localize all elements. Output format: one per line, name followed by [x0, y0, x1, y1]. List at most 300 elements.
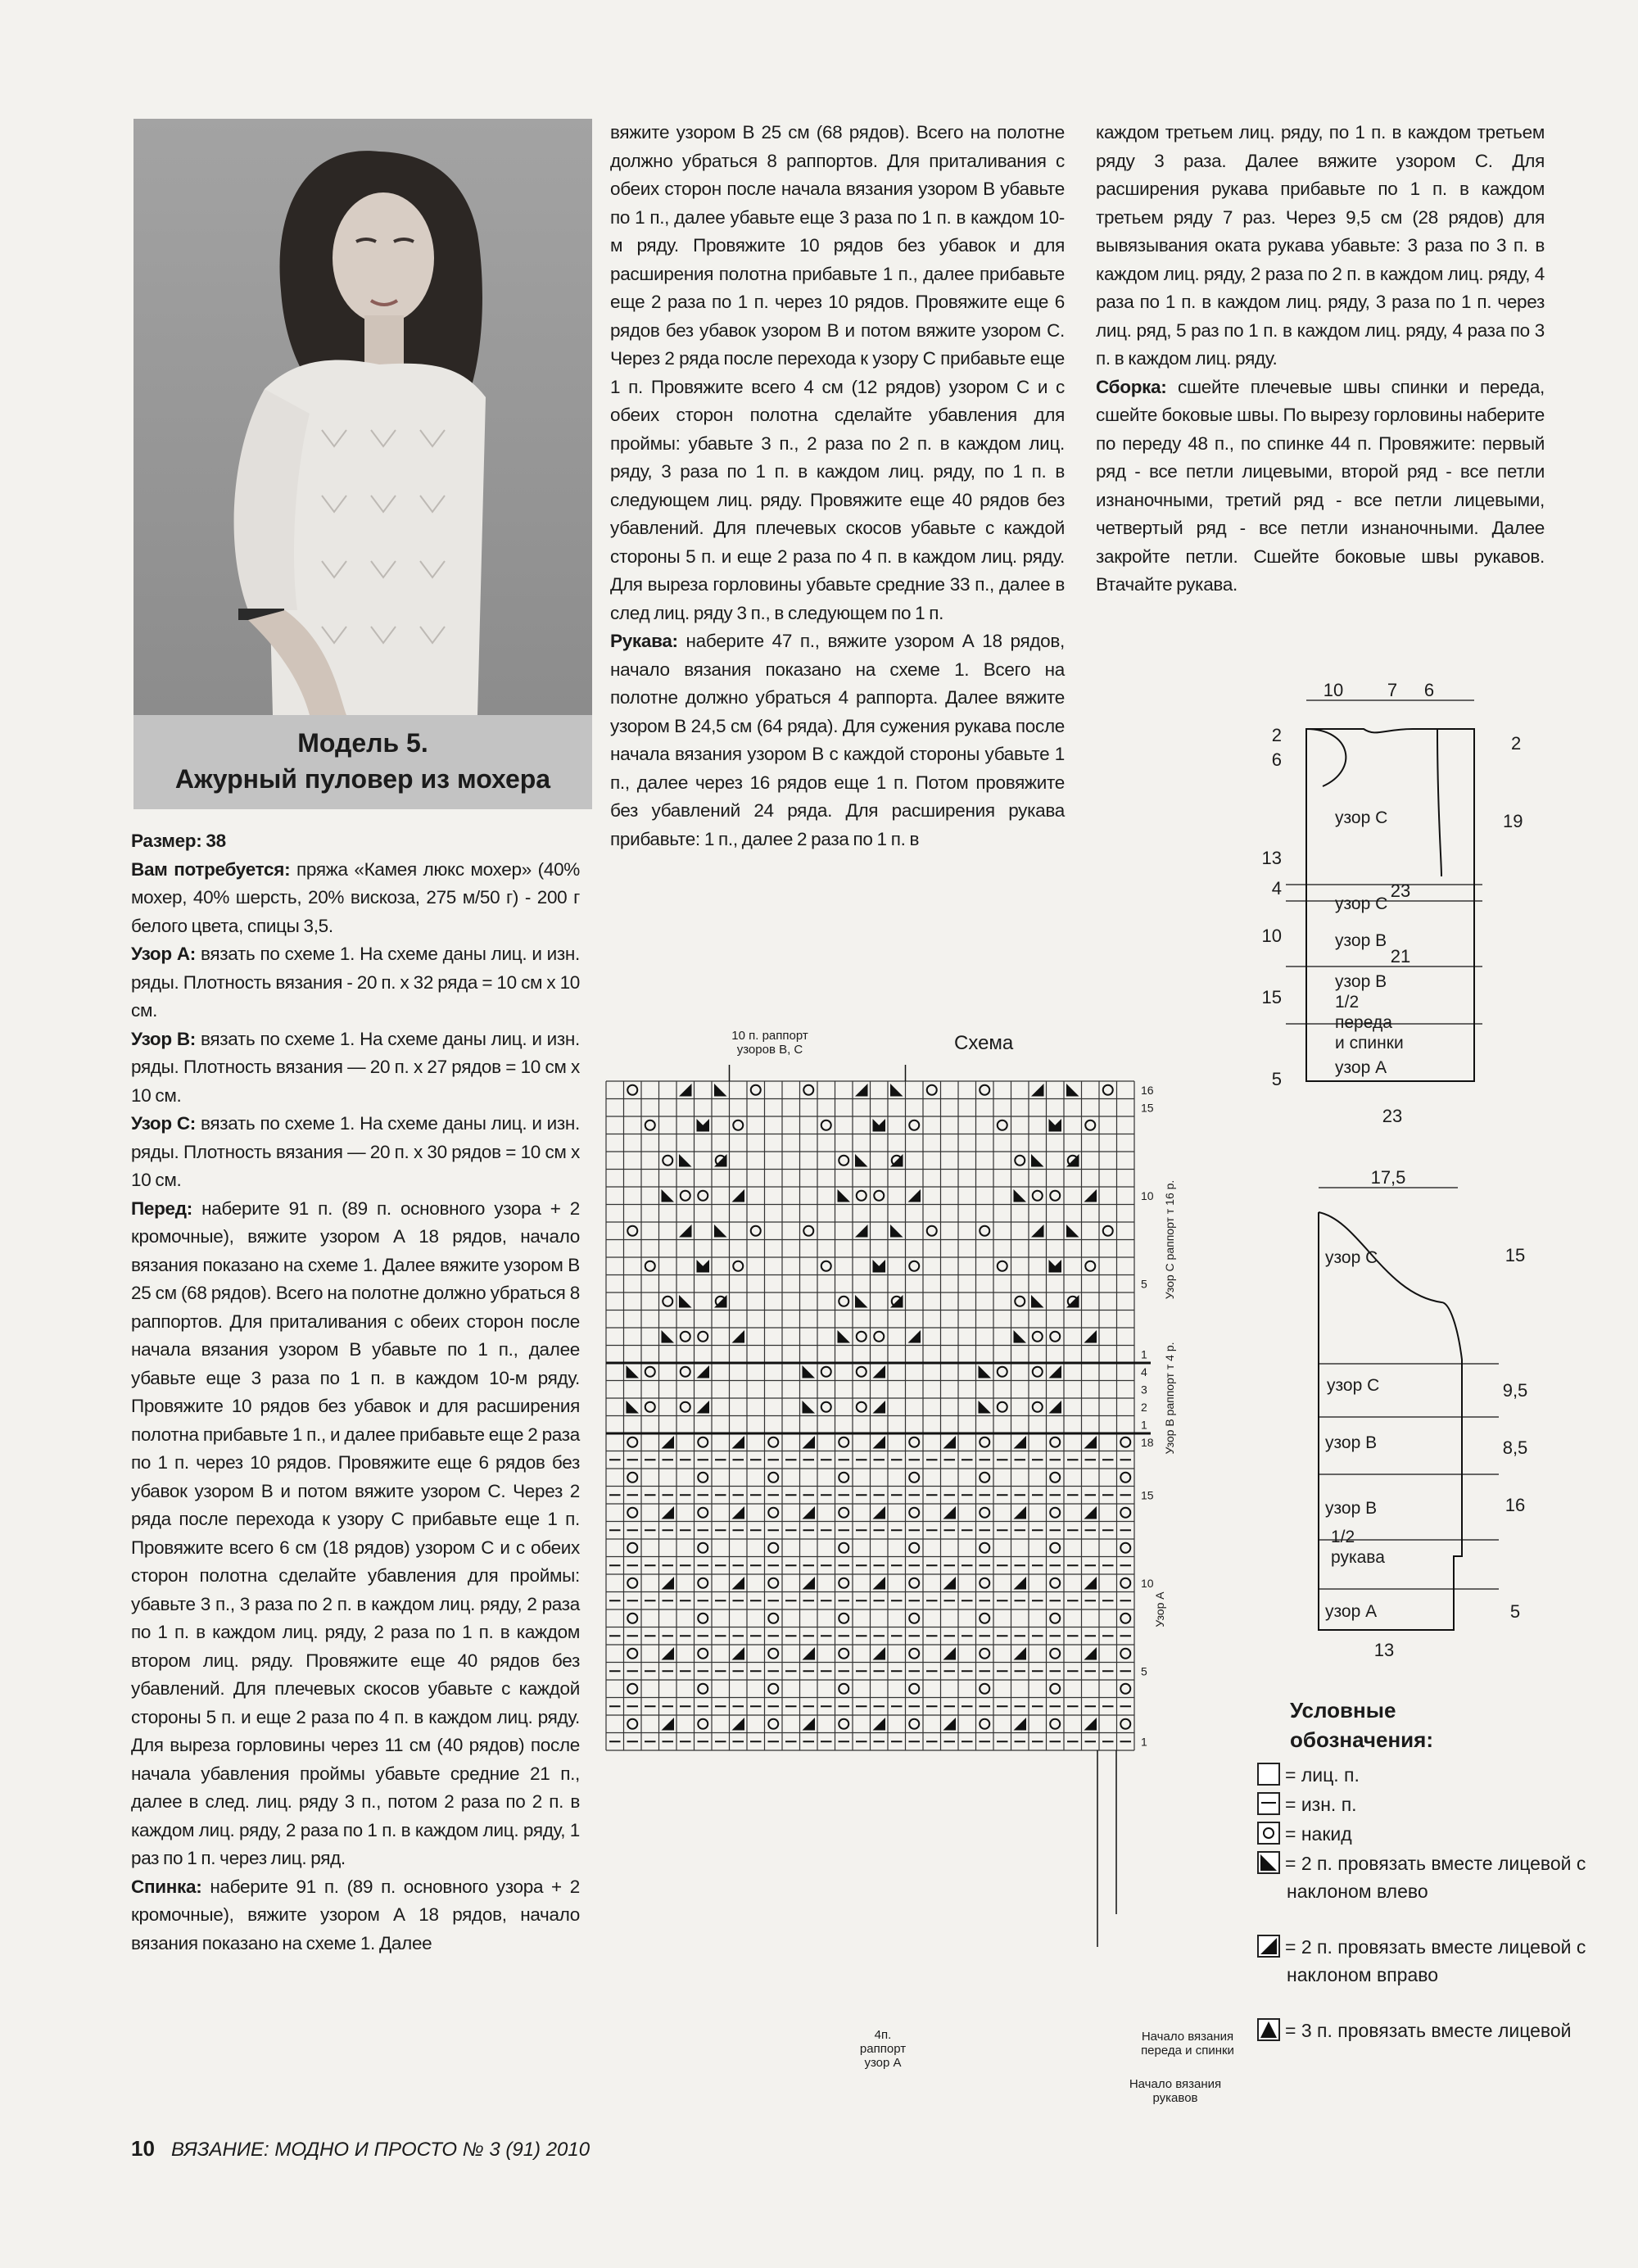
yarn-over-symbol	[1050, 1437, 1060, 1447]
k2tog-right-symbol	[697, 1401, 710, 1414]
yarn-over-symbol	[980, 1649, 989, 1659]
paragraph-text: вяжите узором В 25 см (68 рядов). Всего на полотне должно убраться 8 раппортов. Для приталивания с обеих сторон после начала вязания узором В убавьте по 1 п., далее убавьте еще 3 раза по 1 п. в каждом 10-м ряду. Провяжите 10 рядов без убавок и для расширения полотна прибавьте 1 п., далее прибавьте еще 2 раза по 1 п. через 10 рядов. Провяжите еще 6 рядов без убавок узором В и потом вяжите узором С. Через 2 ряда после перехода к узору С прибавьте еще 1 п. Провяжите всего 4 см (12 рядов) узором С и с обеих сторон полотна сделайте убавления для проймы: убавьте 3 п., 2 раза по 2 п. в каждом лиц. ряду, 3 раза по 1 п. в каждом лиц. ряду, по 1 п. в следующем лиц. ряду. Провяжите еще 40 рядов без убавлений. Для плечевых скосов убавьте с каждой стороны 5 п. и еще 2 раза по 4 п. в каждом лиц. ряду. Для выреза горловины убавьте средние 33 п., далее в след лиц. ряду 3 п., в следующем по 1 п.	[610, 122, 1065, 623]
paragraph-heading: Размер: 38	[131, 831, 226, 851]
legend-item	[1257, 1820, 1631, 1848]
k2tog-left-symbol	[679, 1154, 692, 1167]
yarn-over-symbol	[1033, 1332, 1043, 1342]
text-column-3	[1096, 119, 1545, 600]
k2tog-right-symbol	[1049, 1401, 1062, 1414]
k2tog-left-symbol	[1066, 1225, 1079, 1238]
yarn-over-symbol	[909, 1473, 919, 1483]
k2tog-right-symbol	[803, 1506, 816, 1519]
paragraph-text: вязать по схеме 1. На схеме даны лиц. и изн. ряды. Плотность вязания - 20 п. х 32 ряда = 10 см х 10 см.	[131, 944, 580, 1021]
yarn-over-symbol	[980, 1719, 989, 1729]
model-title: Модель 5.	[297, 728, 428, 758]
chart-grid	[598, 1057, 1176, 2064]
chart-row-number: 1	[1141, 1347, 1147, 1361]
yarn-over-symbol	[1033, 1402, 1043, 1412]
paragraph	[131, 940, 580, 1025]
yarn-over-symbol	[839, 1578, 848, 1588]
body-dim-right: 19	[1503, 811, 1523, 831]
k2tog-left-icon	[1257, 1851, 1280, 1874]
yarn-over-symbol	[627, 1437, 637, 1447]
yarn-over-symbol	[733, 1120, 743, 1130]
paragraph	[610, 627, 1065, 853]
yarn-over-symbol	[768, 1614, 778, 1623]
yarn-over-symbol	[645, 1120, 655, 1130]
k2tog-right-symbol	[1014, 1718, 1027, 1731]
yarn-over-symbol	[768, 1578, 778, 1588]
paragraph	[131, 1195, 580, 1873]
yarn-over-symbol	[909, 1543, 919, 1553]
yarn-over-symbol	[1050, 1614, 1060, 1623]
k2tog-left-symbol	[662, 1189, 675, 1202]
k2tog-left-symbol	[662, 1330, 675, 1343]
k2tog-right-symbol	[1031, 1225, 1044, 1238]
legend-text: = 2 п. провязать вместе лицевой с наклоном вправо	[1285, 1936, 1586, 1985]
body-dim-left: 6	[1271, 749, 1282, 770]
yarn-over-symbol	[909, 1508, 919, 1518]
legend-item	[1257, 1849, 1631, 1905]
chart-row-number: 1	[1141, 1735, 1147, 1749]
sleeve-pattern-label: узор В	[1325, 1499, 1378, 1518]
yarn-over-symbol	[980, 1508, 989, 1518]
yarn-over-symbol	[663, 1156, 672, 1166]
k2tog-right-symbol	[1084, 1718, 1097, 1731]
chart-row-number: 3	[1141, 1383, 1147, 1397]
yarn-over-symbol	[857, 1332, 867, 1342]
k2tog-right-symbol	[943, 1436, 957, 1449]
body-dim-left: 10	[1261, 926, 1282, 946]
yarn-over-symbol	[857, 1402, 867, 1412]
purl-icon	[1257, 1792, 1280, 1815]
chart-row-number: 10	[1141, 1189, 1154, 1202]
k2tog-right-symbol	[1049, 1365, 1062, 1378]
yarn-over-symbol	[857, 1191, 867, 1201]
legend-text: = 3 п. провязать вместе лицевой	[1285, 2020, 1572, 2041]
yarn-over-symbol	[980, 1437, 989, 1447]
yarn-over-symbol	[645, 1367, 655, 1377]
yarn-over-symbol	[909, 1719, 919, 1729]
yarn-over-symbol	[839, 1543, 848, 1553]
yarn-over-symbol	[998, 1261, 1007, 1271]
chart-start-body-label: Начало вязания переда и спинки	[1141, 2030, 1234, 2057]
k2tog-right-symbol	[732, 1647, 745, 1660]
chart-start-sleeve-label: Начало вязания рукавов	[1129, 2077, 1222, 2105]
k2tog-right-symbol	[697, 1365, 710, 1378]
body-dim-left: 4	[1271, 878, 1282, 899]
yarn-over-symbol	[681, 1367, 690, 1377]
chart-row-number: 5	[1141, 1664, 1147, 1678]
yarn-over-symbol	[1050, 1473, 1060, 1483]
k2tog-left-symbol	[1031, 1295, 1044, 1308]
paragraph-text: пряжа «Камея люкс мохер» (40% мохер, 40% шерсть, 20% вискоза, 275 м/50 г) - 200 г белого цвета, спицы 3,5.	[131, 858, 580, 936]
legend-text: = 2 п. провязать вместе лицевой с наклоном влево	[1285, 1853, 1586, 1902]
paragraph-heading: Перед:	[131, 1197, 192, 1219]
k2tog-right-symbol	[1084, 1330, 1097, 1343]
chart-row-number: 1	[1141, 1418, 1147, 1432]
legend-text: = накид	[1285, 1823, 1352, 1845]
yarn-over-symbol	[980, 1684, 989, 1694]
yarn-over-symbol	[839, 1156, 848, 1166]
model-subtitle: Ажурный пуловер из мохера	[174, 764, 551, 794]
yarn-over-symbol	[1085, 1261, 1095, 1271]
yarn-over-symbol	[980, 1473, 989, 1483]
page-footer	[131, 2136, 590, 2162]
k2tog-left-symbol	[627, 1365, 640, 1378]
yarn-over-symbol	[663, 1297, 672, 1306]
yarn-over-symbol	[927, 1085, 937, 1095]
yarn-over-symbol	[681, 1332, 690, 1342]
k2tog-left-symbol	[979, 1365, 992, 1378]
k2tog-left-symbol	[1031, 1154, 1044, 1167]
yarn-over-symbol	[1120, 1684, 1130, 1694]
sleeve-dim-top: 17,5	[1370, 1167, 1406, 1188]
yarn-over-symbol	[1120, 1614, 1130, 1623]
yarn-over-symbol	[627, 1649, 637, 1659]
yarn-over-symbol	[698, 1614, 708, 1623]
paragraph-text: сшейте плечевые швы спинки и переда, сшейте боковые швы. По вырезу горловины наберите по переду 48 п., по спинке 44 п. Провяжите: первый ряд - все петли лицевыми, второй ряд - все петли изнаночными, третий ряд - все петли лицевыми, четвертый ряд - все петли изнаночными. Далее закройте петли. Сшейте боковые швы рукавов. Втачайте рукава.	[1096, 376, 1545, 595]
sleeve-dim-bottom: 13	[1373, 1640, 1395, 1660]
yarn-over-symbol	[1050, 1684, 1060, 1694]
body-dim-left: 13	[1261, 848, 1282, 868]
yarn-over-symbol	[698, 1684, 708, 1694]
yarn-over-symbol	[627, 1614, 637, 1623]
chart-row-number: 15	[1141, 1101, 1154, 1115]
yarn-over-symbol	[1050, 1578, 1060, 1588]
chart-row-number: 4	[1141, 1365, 1147, 1378]
paragraph-heading: Спинка:	[131, 1876, 202, 1897]
k2tog-right-symbol	[662, 1506, 675, 1519]
yarn-over-symbol	[627, 1226, 637, 1236]
yarn-over-symbol	[1120, 1578, 1130, 1588]
yarn-over-symbol	[1120, 1719, 1130, 1729]
yarn-over-symbol	[698, 1332, 708, 1342]
k2tog-right-symbol	[803, 1718, 816, 1731]
yarn-over-symbol	[768, 1473, 778, 1483]
k2tog-right-symbol	[873, 1718, 886, 1731]
yarn-over-symbol	[768, 1649, 778, 1659]
yarn-over-symbol	[857, 1367, 867, 1377]
k2tog-left-symbol	[890, 1225, 903, 1238]
yarn-over-symbol	[681, 1191, 690, 1201]
yarn-over-symbol	[1033, 1191, 1043, 1201]
yarn-over-symbol	[839, 1719, 848, 1729]
k2tog-left-symbol	[1066, 1084, 1079, 1097]
yarn-over-symbol	[627, 1684, 637, 1694]
k2tog-left-symbol	[627, 1401, 640, 1414]
chart-row-number: 2	[1141, 1401, 1147, 1414]
yarn-over-symbol	[1050, 1332, 1060, 1342]
page-number: 10	[131, 2136, 155, 2161]
yarn-over-symbol	[627, 1085, 637, 1095]
yarn-over-symbol	[803, 1226, 813, 1236]
body-pattern-label: переда	[1335, 1013, 1392, 1032]
k2tog-right-symbol	[1084, 1189, 1097, 1202]
chart-row-number: 15	[1141, 1488, 1154, 1502]
yarn-over-symbol	[1015, 1297, 1025, 1306]
k2tog-right-icon	[1257, 1935, 1280, 1958]
k2tog-right-symbol	[873, 1436, 886, 1449]
yarn-over-symbol	[874, 1191, 884, 1201]
body-dim-top: 10	[1323, 680, 1344, 700]
k2tog-right-symbol	[662, 1647, 675, 1660]
k2tog-left-symbol	[714, 1084, 727, 1097]
yarn-over-symbol	[839, 1684, 848, 1694]
legend-text: = изн. п.	[1285, 1794, 1357, 1815]
k2tog-right-symbol	[803, 1436, 816, 1449]
k2tog-right-symbol	[1014, 1436, 1027, 1449]
paragraph-text: вязать по схеме 1. На схеме даны лиц. и изн. ряды. Плотность вязания — 20 п. х 27 рядов = 10 см х 10 см.	[131, 1028, 580, 1106]
yarn-over-symbol	[980, 1085, 989, 1095]
k2tog-right-symbol	[1084, 1577, 1097, 1590]
yarn-over-symbol	[751, 1085, 761, 1095]
k2tog-right-symbol	[1084, 1436, 1097, 1449]
k2tog-right-symbol	[908, 1330, 921, 1343]
yarn-over-symbol	[768, 1684, 778, 1694]
k2tog-left-symbol	[855, 1154, 868, 1167]
yo-icon	[1257, 1822, 1280, 1845]
paragraph-heading: Рукава:	[610, 631, 678, 651]
yarn-over-symbol	[839, 1473, 848, 1483]
sleeve-dim-right: 5	[1509, 1601, 1521, 1622]
paragraph	[1096, 373, 1545, 600]
yarn-over-symbol	[698, 1719, 708, 1729]
paragraph	[131, 1025, 580, 1111]
yarn-over-symbol	[698, 1578, 708, 1588]
body-pattern-label: и спинки	[1335, 1034, 1404, 1053]
yarn-over-symbol	[909, 1649, 919, 1659]
yarn-over-symbol	[1050, 1649, 1060, 1659]
k2tog-right-symbol	[679, 1225, 692, 1238]
body-dim-width: 21	[1390, 946, 1411, 967]
k2tog-right-symbol	[803, 1577, 816, 1590]
k2tog-right-symbol	[732, 1506, 745, 1519]
sleeve-pattern-label: узор В	[1325, 1433, 1378, 1452]
yarn-over-symbol	[803, 1085, 813, 1095]
k2tog-right-symbol	[1031, 1084, 1044, 1097]
paragraph	[131, 1110, 580, 1195]
k2tog-right-symbol	[873, 1506, 886, 1519]
yarn-over-symbol	[1120, 1508, 1130, 1518]
sleeve-pattern-label: узор А	[1325, 1602, 1378, 1621]
yarn-over-symbol	[821, 1261, 831, 1271]
yarn-over-symbol	[698, 1543, 708, 1553]
body-dim-top: 7	[1387, 680, 1398, 700]
paragraph	[610, 119, 1065, 627]
yarn-over-symbol	[909, 1614, 919, 1623]
k2tog-left-symbol	[855, 1295, 868, 1308]
yarn-over-symbol	[1033, 1367, 1043, 1377]
chart-repeat-bc-label: 10 п. раппорт узоров В, С	[731, 1029, 808, 1057]
body-dim-left: 5	[1271, 1069, 1282, 1089]
yarn-over-symbol	[698, 1473, 708, 1483]
legend-item	[1257, 2017, 1631, 2044]
k2tog-right-symbol	[1084, 1647, 1097, 1660]
chart-pattern-b-label: Узор В раппорт т 4 р.	[1163, 1342, 1176, 1455]
yarn-over-symbol	[627, 1508, 637, 1518]
sleeve-dim-right: 8,5	[1502, 1437, 1528, 1458]
yarn-over-symbol	[980, 1226, 989, 1236]
chart-title: Схема	[954, 1032, 1014, 1054]
yarn-over-symbol	[874, 1332, 884, 1342]
body-pattern-label: узор В	[1335, 931, 1387, 950]
chart-cells	[606, 1081, 1151, 1750]
paragraph-heading: Вам потребуется:	[131, 858, 291, 880]
k2tog-left-symbol	[679, 1295, 692, 1308]
k2tog-right-symbol	[873, 1365, 886, 1378]
yarn-over-symbol	[645, 1402, 655, 1412]
k2tog-left-symbol	[1014, 1330, 1027, 1343]
sleeve-dim-right: 9,5	[1502, 1380, 1528, 1401]
yarn-over-symbol	[980, 1614, 989, 1623]
yarn-over-symbol	[1120, 1543, 1130, 1553]
paragraph	[1096, 119, 1545, 373]
knit-icon	[1257, 1763, 1280, 1786]
k2tog-left-symbol	[890, 1084, 903, 1097]
legend-title: Условные обозначения:	[1290, 1698, 1433, 1752]
yarn-over-symbol	[927, 1226, 937, 1236]
k2tog-right-symbol	[732, 1330, 745, 1343]
yarn-over-symbol	[1120, 1649, 1130, 1659]
k2tog-right-symbol	[873, 1577, 886, 1590]
body-dim-width: 23	[1390, 880, 1411, 901]
k2tog-left-symbol	[803, 1401, 816, 1414]
yarn-over-symbol	[909, 1578, 919, 1588]
paragraph	[131, 1873, 580, 1958]
k2tog-right-symbol	[1014, 1577, 1027, 1590]
k2tog-right-symbol	[855, 1084, 868, 1097]
chart-row-number: 18	[1141, 1436, 1154, 1449]
body-dim-right: 2	[1511, 733, 1522, 754]
text-column-2	[610, 119, 1065, 853]
yarn-over-symbol	[1085, 1120, 1095, 1130]
yarn-over-symbol	[627, 1473, 637, 1483]
k2tog-right-symbol	[732, 1189, 745, 1202]
paragraph-heading: Узор В:	[131, 1028, 196, 1049]
sleeve-dim-right: 15	[1505, 1245, 1526, 1265]
yarn-over-symbol	[980, 1543, 989, 1553]
text-column-1	[131, 827, 580, 1958]
paragraph	[131, 827, 580, 856]
paragraph-text: наберите 47 п., вяжите узором А 18 рядов, начало вязания показано на схеме 1. Всего на полотне должно убраться 4 раппорта. Далее вяжите узором В 24,5 см (64 ряда). Для сужения рукава после начала вязания узором В с каждой стороны убавьте 1 п., далее через 16 рядов еще 1 п. Потом провяжите без убавлений 24 ряда. Для расширения рукава прибавьте: 1 п., далее 2 раза по 1 п. в	[610, 631, 1065, 849]
sleeve-pattern-label: рукава	[1331, 1548, 1385, 1567]
sleeve-outline	[1319, 1212, 1462, 1630]
yarn-over-symbol	[909, 1437, 919, 1447]
yarn-over-symbol	[839, 1297, 848, 1306]
yarn-over-symbol	[698, 1191, 708, 1201]
yarn-over-symbol	[1103, 1226, 1113, 1236]
yarn-over-symbol	[733, 1261, 743, 1271]
yarn-over-symbol	[627, 1719, 637, 1729]
yarn-over-symbol	[909, 1261, 919, 1271]
k2tog-right-symbol	[1014, 1647, 1027, 1660]
paragraph-text: наберите 91 п. (89 п. основного узора + 2 кромочные), вяжите узором А 18 рядов, начало вязания показано на схеме 1. Далее вяжите узором В 25 см (68 рядов). Всего на полотне должно убраться 8 раппортов. Для приталивания с обеих сторон после начала вязания узором В убавьте по 1 п., далее убавьте еще 3 раза по 1 п. в каждом 10-м ряду. Провяжите 10 рядов без убавок и для расширения полотна прибавьте 1 п., и далее прибавьте еще 2 раза по 1 п. через 10 рядов. Провяжите еще 6 рядов без убавок узором В и потом вяжите узором С. Через 2 ряда после перехода к узору С прибавьте еще 1 п. Провяжите всего 6 см (18 рядов) узором С и с обеих сторон полотна сделайте убавления для проймы: убавьте 3 п., 3 раза по 2 п. в каждом лиц. ряду, 2 раза по 1 п. в каждом лиц. ряду, 2 раза по 1 п. в каждом втором лиц. ряду. Провяжите еще 40 рядов без убавлений. Для плечевых скосов убавьте с каждой стороны 5 п. и еще 2 раза по 4 п. в каждом лиц. ряду. Для выреза горловины через 11 см (40 рядов) после начала убавления проймы убавьте средние 21 п., далее в след. лиц. ряду 3 п., потом 2 раза по 2 п. в каждом лиц. ряду, 2 раза по 1 п. в каждом лиц. ряду, 1 раз по 1 п. через лиц. ряд.	[131, 1197, 580, 1868]
paragraph	[131, 856, 580, 941]
k2tog-right-symbol	[873, 1401, 886, 1414]
yarn-over-symbol	[768, 1508, 778, 1518]
yarn-over-symbol	[1050, 1508, 1060, 1518]
yarn-over-symbol	[1050, 1191, 1060, 1201]
yarn-over-symbol	[768, 1437, 778, 1447]
chart-row-number: 5	[1141, 1277, 1147, 1291]
yarn-over-symbol	[627, 1578, 637, 1588]
body-pattern-label: узор А	[1335, 1058, 1387, 1077]
yarn-over-symbol	[1103, 1085, 1113, 1095]
legend-item	[1257, 1761, 1631, 1789]
yarn-over-symbol	[909, 1120, 919, 1130]
neckline-curve	[1306, 729, 1346, 786]
body-pattern-label: узор С	[1335, 808, 1388, 827]
chart-row-number: 16	[1141, 1084, 1154, 1097]
k3tog-icon	[1257, 2018, 1280, 2041]
k2tog-left-symbol	[838, 1330, 851, 1343]
magazine-name: ВЯЗАНИЕ: МОДНО И ПРОСТО № 3 (91) 2010	[170, 2139, 590, 2161]
yarn-over-symbol	[839, 1649, 848, 1659]
k2tog-right-symbol	[662, 1436, 675, 1449]
body-dim-width: 23	[1382, 1106, 1403, 1126]
yarn-over-symbol	[1015, 1156, 1025, 1166]
legend-text: = лиц. п.	[1285, 1764, 1360, 1786]
k2tog-right-symbol	[1084, 1506, 1097, 1519]
body-dim-left: 2	[1271, 725, 1282, 745]
paragraph-heading: Сборка:	[1096, 376, 1167, 397]
k2tog-right-symbol	[943, 1577, 957, 1590]
k2tog-right-symbol	[943, 1647, 957, 1660]
yarn-over-symbol	[698, 1508, 708, 1518]
paragraph-text: каждом третьем лиц. ряду, по 1 п. в каждом третьем ряду 3 раза. Далее вяжите узором С. Для расширения рукава прибавьте по 1 п. в каждом третьем ряду 7 раз. Через 9,5 см (28 рядов) для вывязывания оката рукава убавьте: 3 раза по 3 п. в каждом лиц. ряду, 2 раза по 2 п. в каждом лиц. ряду, 4 раза по 1 п. в каждом лиц. ряду, 3 раза по 1 п. через лиц. ряд, 5 раз по 1 п. в каждом лиц. ряду, 4 раза по 3 п. в каждом лиц. ряду.	[1096, 122, 1545, 369]
chart-pattern-a-label: Узор А	[1153, 1591, 1166, 1627]
k2tog-right-symbol	[943, 1506, 957, 1519]
yarn-over-symbol	[839, 1614, 848, 1623]
body-pattern-label: узор С	[1335, 894, 1388, 913]
chart-repeat-a-label: 4п. раппорт узор А	[859, 2028, 907, 2070]
k2tog-right-symbol	[662, 1718, 675, 1731]
body-pattern-label: 1/2	[1335, 993, 1360, 1012]
k2tog-right-symbol	[943, 1718, 957, 1731]
k2tog-right-symbol	[732, 1718, 745, 1731]
k2tog-right-symbol	[908, 1189, 921, 1202]
sleeve-dim-right: 16	[1505, 1495, 1526, 1515]
yarn-over-symbol	[1050, 1719, 1060, 1729]
armhole-line	[1437, 729, 1441, 876]
yarn-over-symbol	[839, 1437, 848, 1447]
body-pattern-diagram	[1228, 663, 1564, 1126]
yarn-over-symbol	[998, 1402, 1007, 1412]
k2tog-left-symbol	[838, 1189, 851, 1202]
paragraph-heading: Узор С:	[131, 1113, 196, 1134]
yarn-over-symbol	[998, 1120, 1007, 1130]
yarn-over-symbol	[821, 1120, 831, 1130]
yarn-over-symbol	[681, 1402, 690, 1412]
chart-pattern-c-label: Узор С раппорт т 16 р.	[1163, 1179, 1176, 1300]
yarn-over-symbol	[627, 1543, 637, 1553]
yarn-over-symbol	[821, 1402, 831, 1412]
yarn-over-symbol	[980, 1578, 989, 1588]
yarn-over-symbol	[698, 1649, 708, 1659]
k2tog-right-symbol	[855, 1225, 868, 1238]
yarn-over-symbol	[821, 1367, 831, 1377]
k2tog-right-symbol	[662, 1577, 675, 1590]
yarn-over-symbol	[998, 1367, 1007, 1377]
body-dim-left: 15	[1261, 987, 1282, 1007]
body-dim-top: 6	[1423, 680, 1435, 700]
k2tog-right-symbol	[732, 1436, 745, 1449]
body-pattern-label: узор В	[1335, 972, 1387, 991]
yarn-over-symbol	[909, 1684, 919, 1694]
k2tog-left-symbol	[803, 1365, 816, 1378]
yarn-over-symbol	[839, 1508, 848, 1518]
